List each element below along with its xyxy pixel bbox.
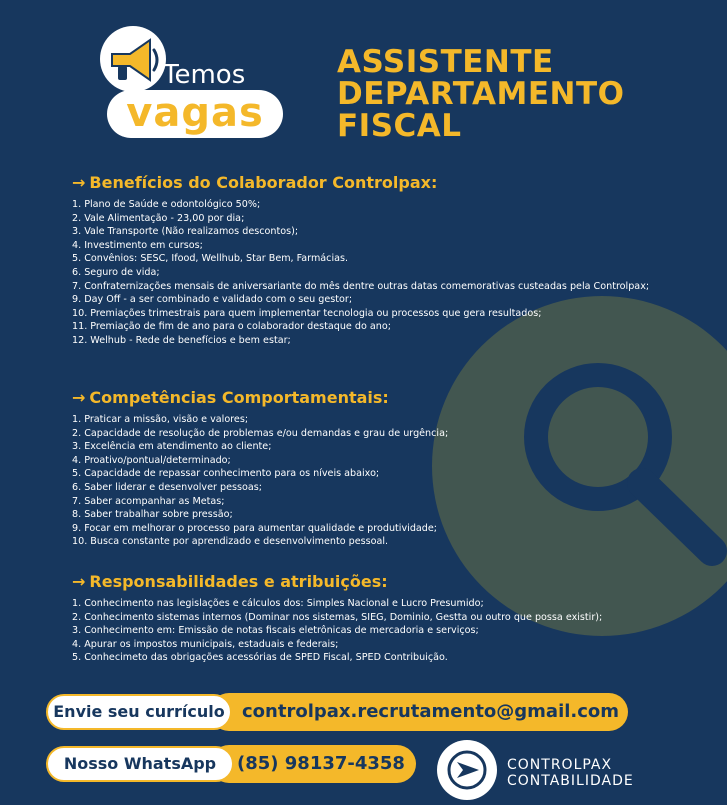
list-item: 7. Saber acompanhar as Metas;: [72, 495, 225, 507]
benefits-title: Benefícios do Colaborador Controlpax:: [89, 173, 438, 192]
list-item: 7. Confraternizações mensais de aniversariante do mês dentre outras datas comemorativas custeadas pela Controlpax;: [72, 280, 650, 292]
email-link[interactable]: controlpax.recrutamento@gmail.com: [242, 701, 620, 722]
controlpax-logo: [437, 740, 497, 800]
list-item: 1. Plano de Saúde e odontológico 50%;: [72, 199, 261, 210]
megaphone-icon: [98, 24, 168, 94]
vagas-text: vagas: [126, 90, 264, 136]
responsibilities-section: [72, 572, 672, 665]
brand-line-2: CONTABILIDADE: [507, 773, 634, 789]
list-item: 5. Capacidade de repassar conhecimento para os níveis abaixo;: [72, 468, 380, 480]
list-item: 4. Investimento em cursos;: [72, 239, 203, 251]
benefits-heading: [72, 173, 672, 192]
list-item: 2. Capacidade de resolução de problemas e/ou demandas e grau de urgência;: [72, 427, 449, 439]
skills-section: [72, 388, 672, 549]
list-item: 3. Conhecimento em: Emissão de notas fiscais eletrônicas de mercadoria e serviços;: [72, 625, 479, 637]
list-item: 4. Apurar os impostos municipais, estaduais e federais;: [72, 638, 339, 650]
job-title: [337, 46, 624, 142]
list-item: 3. Excelência em atendimento ao cliente;: [72, 441, 272, 453]
controlpax-logo-icon: [437, 740, 497, 800]
responsibilities-title: Responsabilidades e atribuições:: [89, 572, 388, 591]
list-item: 1. Conhecimento nas legislações e cálculos dos: Simples Nacional e Lucro Presumido;: [72, 598, 484, 609]
job-title-line-1: ASSISTENTE: [337, 44, 554, 80]
list-item: 2. Conhecimento sistemas internos (Dominar nos sistemas, SIEG, Dominio, Gestta ou outro que possa existir);: [72, 611, 603, 623]
list-item: 9. Focar em melhorar o processo para aumentar qualidade e produtividade;: [72, 522, 438, 534]
list-item: 6. Seguro de vida;: [72, 266, 160, 278]
job-title-line-2: DEPARTAMENTO: [337, 76, 625, 112]
send-resume-button[interactable]: Envie seu currículo: [46, 694, 232, 730]
list-item: 8. Saber trabalhar sobre pressão;: [72, 509, 233, 521]
arrow-right-icon: →: [72, 388, 86, 407]
phone-pill[interactable]: [210, 745, 416, 783]
arrow-right-icon: →: [72, 173, 86, 192]
arrow-right-icon: →: [72, 572, 86, 591]
list-item: 2. Vale Alimentação - 23,00 por dia;: [72, 212, 245, 224]
vagas-badge: [107, 90, 283, 138]
responsibilities-heading: [72, 572, 672, 591]
list-item: 11. Premiação de fim de ano para o colaborador destaque do ano;: [72, 321, 391, 333]
list-item: 5. Convênios: SESC, Ifood, Wellhub, Star Bem, Farmácias.: [72, 253, 349, 265]
benefits-section: [72, 173, 672, 348]
brand-name: [507, 757, 634, 789]
list-item: 4. Proativo/pontual/determinado;: [72, 454, 231, 466]
list-item: 6. Saber liderar e desenvolver pessoas;: [72, 481, 262, 493]
skills-heading: [72, 388, 672, 407]
list-item: 10. Premiações trimestrais para quem implementar tecnologia ou processos que gera resultados;: [72, 307, 542, 319]
whatsapp-button[interactable]: Nosso WhatsApp: [46, 746, 234, 782]
list-item: 12. Welhub - Rede de benefícios e bem estar;: [72, 334, 291, 346]
email-pill[interactable]: [210, 693, 628, 731]
list-item: 5. Conhecimeto das obrigações acessórias de SPED Fiscal, SPED Contribuição.: [72, 652, 448, 664]
phone-number[interactable]: (85) 98137-4358: [237, 753, 405, 774]
temos-text: Temos: [163, 60, 246, 90]
list-item: 3. Vale Transporte (Não realizamos descontos);: [72, 226, 299, 238]
list-item: 9. Day Off - a ser combinado e validado com o seu gestor;: [72, 294, 353, 306]
list-item: 1. Praticar a missão, visão e valores;: [72, 414, 249, 425]
list-item: 10. Busca constante por aprendizado e desenvolvimento pessoal.: [72, 536, 389, 548]
skills-title: Competências Comportamentais:: [89, 388, 389, 407]
brand-line-1: CONTROLPAX: [507, 757, 613, 773]
job-title-line-3: FISCAL: [337, 108, 462, 144]
